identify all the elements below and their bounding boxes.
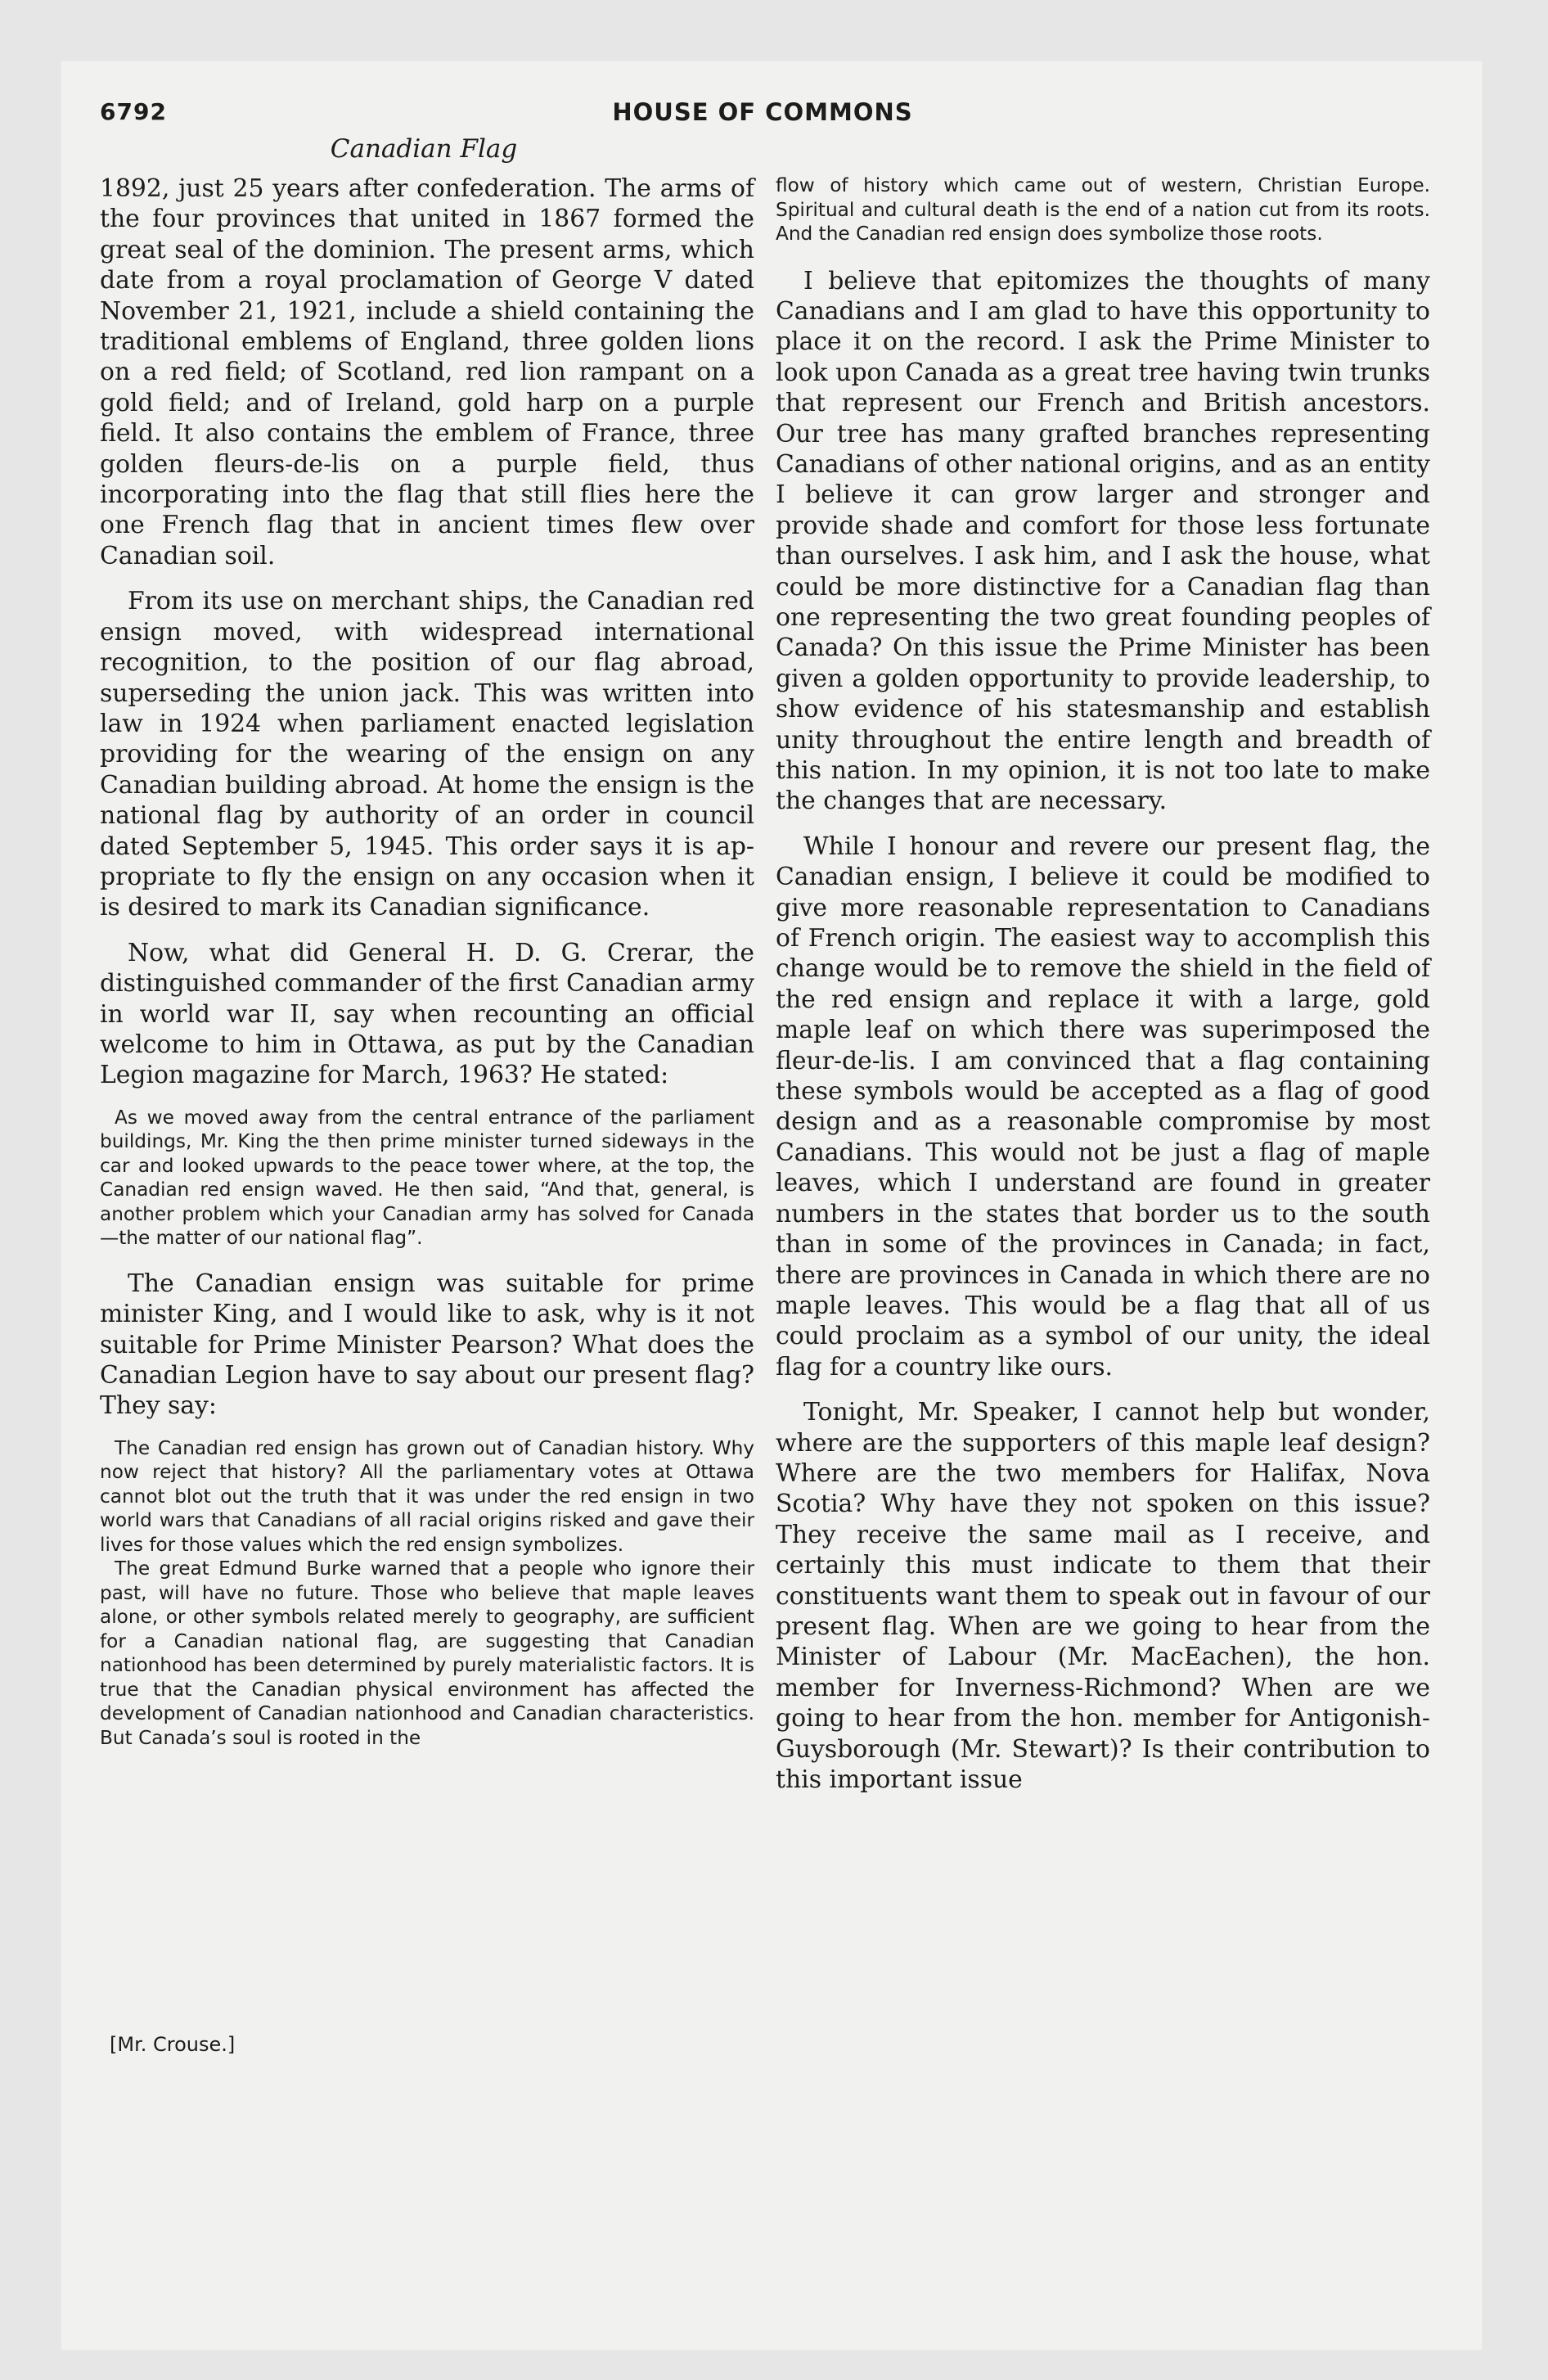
speaker-attribution: [Mr. Crouse.] xyxy=(110,2033,236,2056)
paragraph: Tonight, Mr. Speaker, I cannot help but wonder, where are the supporters of this maple leaf design? Where are the two members for Halifax, Nova Scotia? Why have they not spoken on this issue? They receive the same mail as I receive, and certainly this must indicate to them that their constituents want them to speak out in favour of our present flag. When are we going to hear from the Minister of Labour (Mr. MacEachen), the hon. member for Inverness-Richmond? When are we going to hear from the hon. member for Antigonish-Guysborough (Mr. Stewart)? Is their contribution to this important issue xyxy=(776,1398,1430,1794)
quote-paragraph: The Canadian red ensign has grown out of Canadian history. Why now reject that history? All the parliamentary votes at Ottawa cannot blot out the truth that it was under the red ensign in two world wars that Canadians of all racial origins risked and gave their lives for those values which the red ensign symbolizes. xyxy=(100,1436,754,1556)
block-quote xyxy=(100,1106,754,1251)
quote-paragraph: The great Edmund Burke warned that a people who ignore their past, will have no future. Those who believe that maple leaves alone, or other symbols related merely to geography, are sufficient for a Canadian national flag, are suggesting that Canadian nationhood has been determined by purely materialistic factors. It is true that the Canadian physical environment has affected the development of Canadian nationhood and Canadian characteristics. But Canada’s soul is rooted in the xyxy=(100,1557,754,1749)
quote-paragraph: As we moved away from the central entrance of the parliament buildings, Mr. King the then prime minister turned sideways in the car and looked upwards to the peace tower where, at the top, the Canadian red ensign waved. He then said, “And that, general, is another problem which your Canadian army has solved for Canada—the matter of our national flag”. xyxy=(100,1106,754,1250)
paragraph: 1892, just 25 years after confederation. The arms of the four provinces that united in 1867 formed the great seal of the dominion. The present arms, which date from a royal proclamation of George V dated November 21, 1921, include a shield containing the traditional emblems of England, three golden lions on a red field; of Scotland, red lion rampant on a gold field; and of Ireland, gold harp on a purple field. It also contains the emblem of France, three golden fleurs-de-lis on a purple field, thus incorporating into the flag that still flies here the one French flag that in ancient times flew over Canadian soil. xyxy=(100,174,754,570)
block-quote xyxy=(100,1436,754,1751)
left-column xyxy=(100,174,754,1768)
paragraph: The Canadian ensign was suitable for prime minister King, and I would like to ask, why is it not suitable for Prime Minister Pearson? What does the Canadian Legion have to say about our present flag? They say: xyxy=(100,1269,754,1421)
quote-paragraph: flow of history which came out of western, Christian Europe. Spiritual and cultural death is the end of a nation cut from its roots. And the Canadian red ensign does symbolize those roots. xyxy=(776,174,1430,245)
page-number: 6792 xyxy=(100,98,167,125)
paragraph: From its use on merchant ships, the Canadian red ensign moved, with widespread international recognition, to the position of our flag abroad, superseding the union jack. This was written into law in 1924 when parliament enacted legislation providing for the wearing of the ensign on any Canadian building abroad. At home the ensign is the national flag by authority of an order in council dated September 5, 1945. This order says it is appropriate to fly the ensign on any occasion when it is desired to mark its Canadian significance. xyxy=(100,587,754,922)
subject-heading: Canadian Flag xyxy=(330,134,518,164)
paragraph: Now, what did General H. D. G. Crerar, the distinguished commander of the first Canadian army in world war II, say when recounting an official welcome to him in Ottawa, as put by the Canadian Legion magazine for March, 1963? He stated: xyxy=(100,938,754,1090)
right-column xyxy=(776,174,1430,1810)
paragraph: While I honour and revere our present flag, the Canadian ensign, I believe it could be modified to give more reasonable representation to Canadians of French origin. The easiest way to accomplish this change would be to remove the shield in the field of the red ensign and replace it with a large, gold maple leaf on which there was superimposed the fleur-de-lis. I am convinced that a flag containing these symbols would be accepted as a flag of good design and as a reasonable compromise by most Canadians. This would not be just a flag of maple leaves, which I understand are found in greater numbers in the states that border us to the south than in some of the provinces in Canada; in fact, there are provinces in Canada in which there are no maple leaves. This would be a flag that all of us could proclaim as a symbol of our unity, the ideal flag for a country like ours. xyxy=(776,832,1430,1382)
paragraph: I believe that epitomizes the thoughts of many Canadians and I am glad to have this opportunity to place it on the record. I ask the Prime Minister to look upon Canada as a great tree having twin trunks that represent our French and British ancestors. Our tree has many grafted branches representing Canadians of other national origins, and as an entity I believe it can grow larger and stronger and provide shade and comfort for those less fortunate than ourselves. I ask him, and I ask the house, what could be more distinctive for a Canadian flag than one representing the two great founding peoples of Canada? On this issue the Prime Minister has been given a golden opportunity to provide leadership, to show evidence of his statesmanship and establish unity throughout the entire length and breadth of this nation. In my opinion, it is not too late to make the changes that are necessary. xyxy=(776,266,1430,816)
block-quote xyxy=(776,174,1430,246)
running-head: HOUSE OF COMMONS xyxy=(612,98,913,126)
